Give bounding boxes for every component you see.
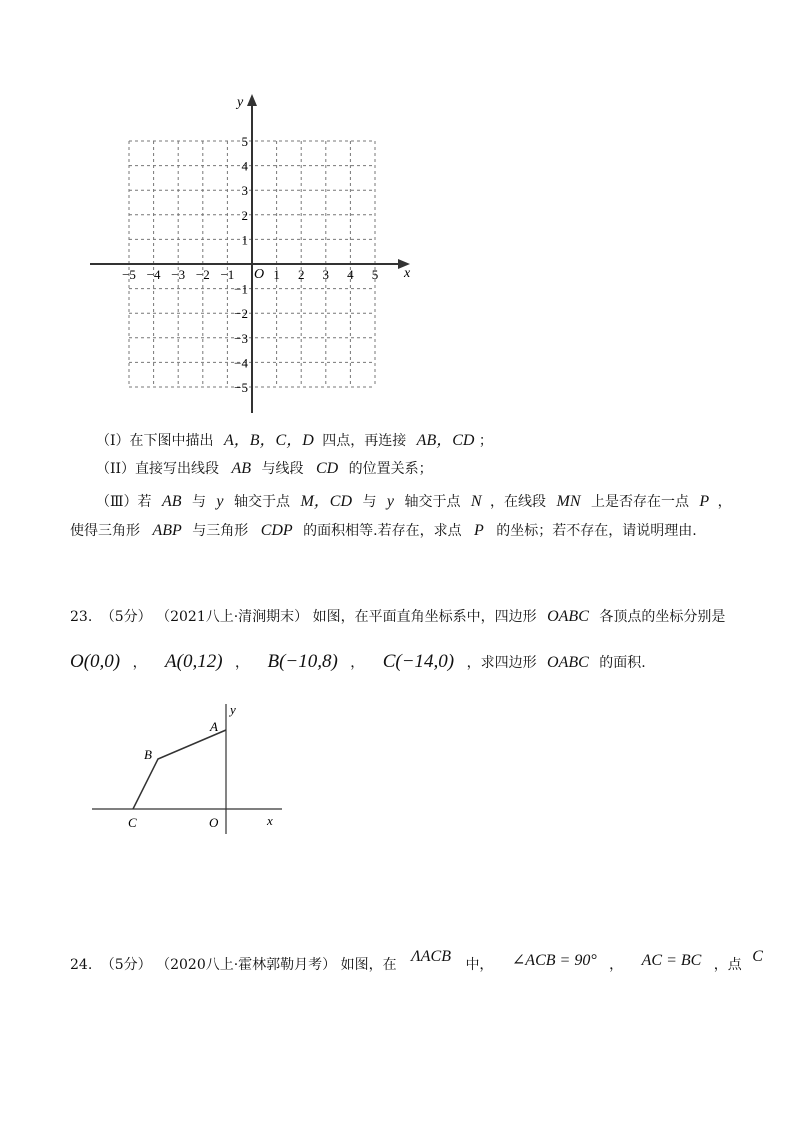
q23-score: （5分） xyxy=(100,609,152,625)
y-tick-label: 2 xyxy=(241,207,248,223)
label-C: C xyxy=(128,815,137,830)
x-tick-labels xyxy=(122,267,378,282)
x-tick-label: −3 xyxy=(171,267,186,282)
y-tick-label: 5 xyxy=(241,134,248,149)
q23-coords-line: O(0,0) ， A(0,12) ， B(−10,8) ， C(−14,0) ，求四边形 OABC 的面积. xyxy=(70,651,646,672)
y-tick-label: 1 xyxy=(241,232,248,248)
q23-header: 23. （5分） （2021八上·清涧期末） 如图，在平面直角坐标系中，四边形 OABC 各顶点的坐标分别是 xyxy=(70,608,726,625)
y-tick-label: −5 xyxy=(234,380,248,395)
x-tick-label: −4 xyxy=(146,267,161,282)
x-tick-label: 1 xyxy=(273,267,280,282)
x-tick-label: −1 xyxy=(220,267,235,282)
label-y: y xyxy=(230,702,236,717)
q24-number: 24. xyxy=(70,957,93,973)
quadrilateral-edges xyxy=(133,730,226,809)
y-tick-label: 4 xyxy=(241,158,248,174)
y-tick-label: 3 xyxy=(241,183,248,199)
label-B: B xyxy=(144,747,152,762)
q22-part1: （Ⅰ）在下图中描出 A，B，C，D 四点，再连接 AB，CD ； xyxy=(96,432,493,449)
q24-score: （5分） xyxy=(100,957,152,973)
y-tick-label: −4 xyxy=(234,355,248,371)
q22-part3-line1: （Ⅲ）若 AB 与 y 轴交于点 M，CD 与 y 轴交于点 N ，在线段 MN 上是否存在一点 P ， xyxy=(96,493,732,510)
coordinate-grid-figure xyxy=(80,88,420,418)
x-tick-label: 2 xyxy=(297,267,305,282)
y-tick-label: −2 xyxy=(234,306,248,322)
x-tick-label: 4 xyxy=(347,267,354,282)
label-O: O xyxy=(209,815,219,830)
y-axis-arrow xyxy=(247,94,257,106)
q22-part2: （II）直接写出线段 AB 与线段 CD 的位置关系； xyxy=(96,460,433,477)
x-tick-label: −2 xyxy=(195,267,210,282)
q24-header: 24. （5分） （2020八上·霍林郭勒月考） 如图，在 ΛACB 中， ∠ACB = 90° ， AC = BC ，点 C xyxy=(70,948,763,973)
quadrilateral-figure xyxy=(90,698,290,836)
x-tick-label: 3 xyxy=(322,267,330,282)
q24-source: （2020八上·霍林郭勒月考） xyxy=(156,957,337,973)
label-x: x xyxy=(267,813,273,828)
label-A: A xyxy=(210,719,218,734)
y-tick-label: −1 xyxy=(234,281,248,297)
x-tick-label: −5 xyxy=(122,267,136,282)
coord-C: C(−14,0) xyxy=(382,651,455,672)
y-axis-label: y xyxy=(237,95,244,110)
q23-number: 23. xyxy=(70,609,93,625)
coord-B: B(−10,8) xyxy=(267,651,338,672)
y-tick-label: −3 xyxy=(234,330,248,346)
x-tick-label: 5 xyxy=(371,267,379,282)
q22-part3-line2: 使得三角形 ABP 与三角形 CDP 的面积相等.若存在，求点 P 的坐标；若不存在，请说明理由. xyxy=(70,522,697,539)
origin-label: O xyxy=(254,267,265,282)
x-axis-label: x xyxy=(404,266,411,281)
coord-O: O(0,0) xyxy=(70,651,121,672)
coord-A: A(0,12) xyxy=(165,651,223,672)
q23-source: （2021八上·清涧期末） xyxy=(156,609,309,625)
